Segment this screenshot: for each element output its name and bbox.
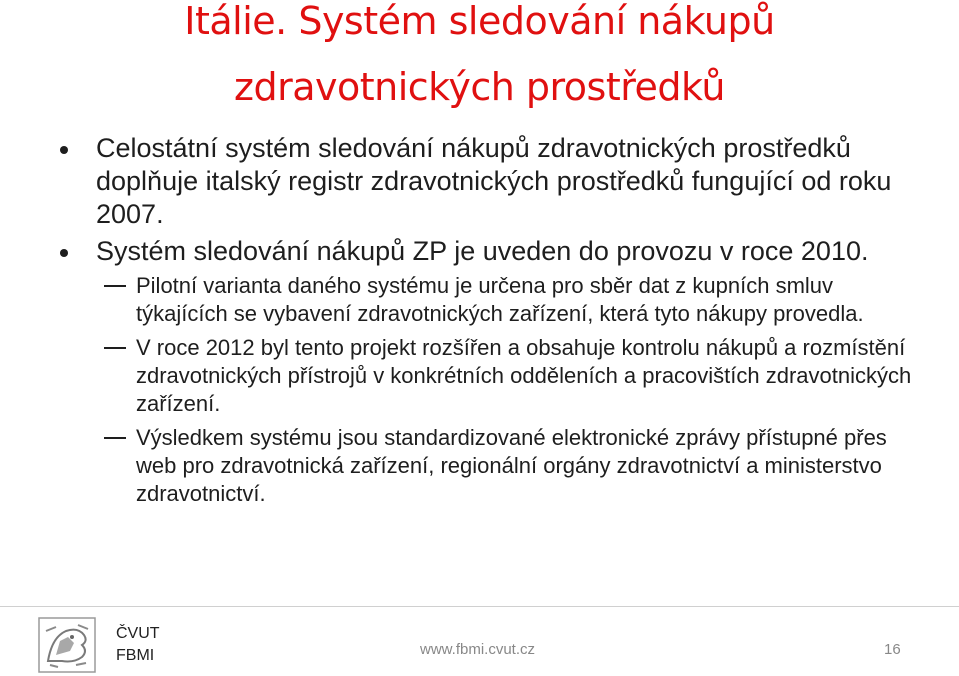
sub-bullet-text: Pilotní varianta daného systému je určena pro sběr dat z kupních smluv týkajících se vybavení zdravotnických zařízení, která tyto nákupy provedla. <box>136 273 864 326</box>
slide-title-line-2: zdravotnických prostředků <box>234 65 725 109</box>
bullet-dot-icon <box>60 249 68 257</box>
footer-brand <box>116 623 160 667</box>
bullet-item-1 <box>60 132 920 231</box>
bullet-item-2 <box>60 235 920 268</box>
sub-bullet-text: V roce 2012 byl tento projekt rozšířen a obsahuje kontrolu nákupů a rozmístění zdravotnických přístrojů v konkrétních odděleních a pracovištích zdravotnických zařízení. <box>136 335 912 416</box>
sub-bullet-item-1 <box>60 272 920 328</box>
bullet-list <box>60 132 920 514</box>
dash-icon <box>104 285 126 287</box>
sub-bullet-item-3 <box>60 424 920 508</box>
cvut-lion-logo-icon <box>38 617 96 673</box>
slide-title-line-1: Itálie. Systém sledování nákupů <box>184 0 775 43</box>
dash-icon <box>104 437 126 439</box>
footer-divider <box>0 606 959 607</box>
sub-bullet-item-2 <box>60 334 920 418</box>
dash-icon <box>104 347 126 349</box>
brand-line-cvut: ČVUT <box>116 625 160 642</box>
footer-url: www.fbmi.cvut.cz <box>420 641 536 658</box>
page-number: 16 <box>884 641 901 658</box>
bullet-text: Systém sledování nákupů ZP je uveden do provozu v roce 2010. <box>96 236 869 266</box>
brand-line-fbmi: FBMI <box>116 647 155 664</box>
bullet-dot-icon <box>60 146 68 154</box>
bullet-text: Celostátní systém sledování nákupů zdravotnických prostředků doplňuje italský registr zdravotnických prostředků fungující od roku 2007. <box>96 133 892 229</box>
sub-bullet-text: Výsledkem systému jsou standardizované elektronické zprávy přístupné přes web pro zdravotnická zařízení, regionální orgány zdravotnictví a ministerstvo zdravotnictví. <box>136 425 887 506</box>
